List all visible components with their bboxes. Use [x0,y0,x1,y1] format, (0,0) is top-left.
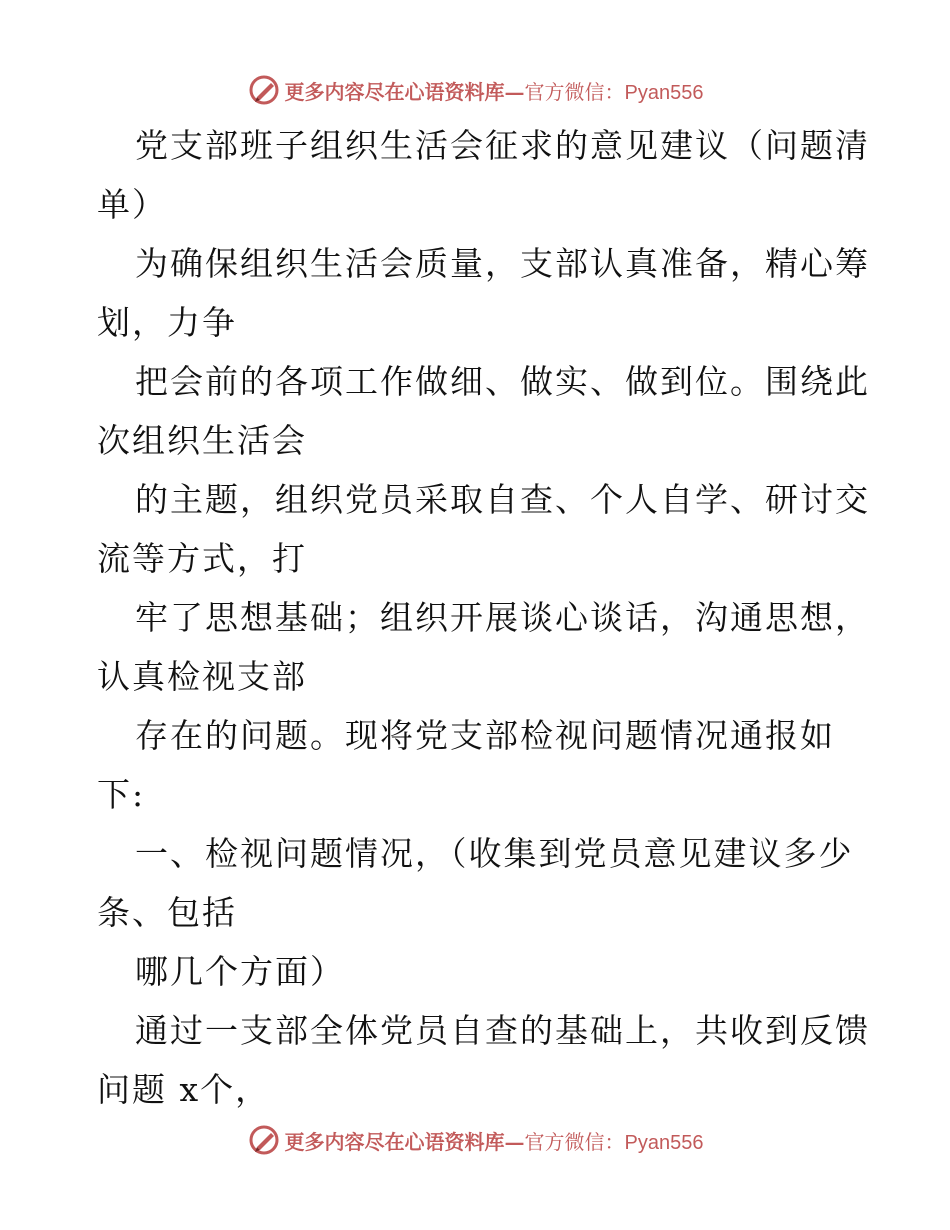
text-line: 认真检视支部 [97,657,307,696]
pen-circle-logo-icon [247,1123,281,1157]
header-watermark [0,70,950,110]
text-line: 把会前的各项工作做细、做实、做到位。围绕此 [135,362,870,401]
text-line: 牢了思想基础；组织开展谈心谈话，沟通思想， [135,598,870,637]
text-line: 存在的问题。现将党支部检视问题情况通报如 [135,716,835,755]
watermark-site-text: 更多内容尽在心语资料库— [284,79,525,104]
watermark-wechat-text: 官方微信：Pyan556 [524,81,704,104]
text-line: 党支部班子组织生活会征求的意见建议（问题清 [135,126,870,165]
text-line: 一、检视问题情况，（收集到党员意见建议多少 [135,834,854,873]
text-line: 下: [97,775,146,814]
text-line: 条、包括 [97,893,237,932]
text-line: 为确保组织生活会质量，支部认真准备，精心筹 [135,244,870,283]
document-body [97,116,870,1119]
watermark-site-text: 更多内容尽在心语资料库— [284,1129,525,1154]
text-line: 问题 x个， [97,1070,271,1109]
text-line: 的主题，组织党员采取自查、个人自学、研讨交 [135,480,870,519]
text-line: 流等方式，打 [97,539,307,578]
text-line: 次组织生活会 [97,421,307,460]
text-line: 划，力争 [97,303,237,342]
pen-circle-logo-icon [247,73,281,107]
text-line: 单） [97,185,167,224]
watermark-wechat-text: 官方微信：Pyan556 [524,1131,704,1154]
text-line: 通过一支部全体党员自查的基础上，共收到反馈 [135,1011,870,1050]
text-line: 哪几个方面） [135,952,345,991]
footer-watermark [0,1120,950,1160]
